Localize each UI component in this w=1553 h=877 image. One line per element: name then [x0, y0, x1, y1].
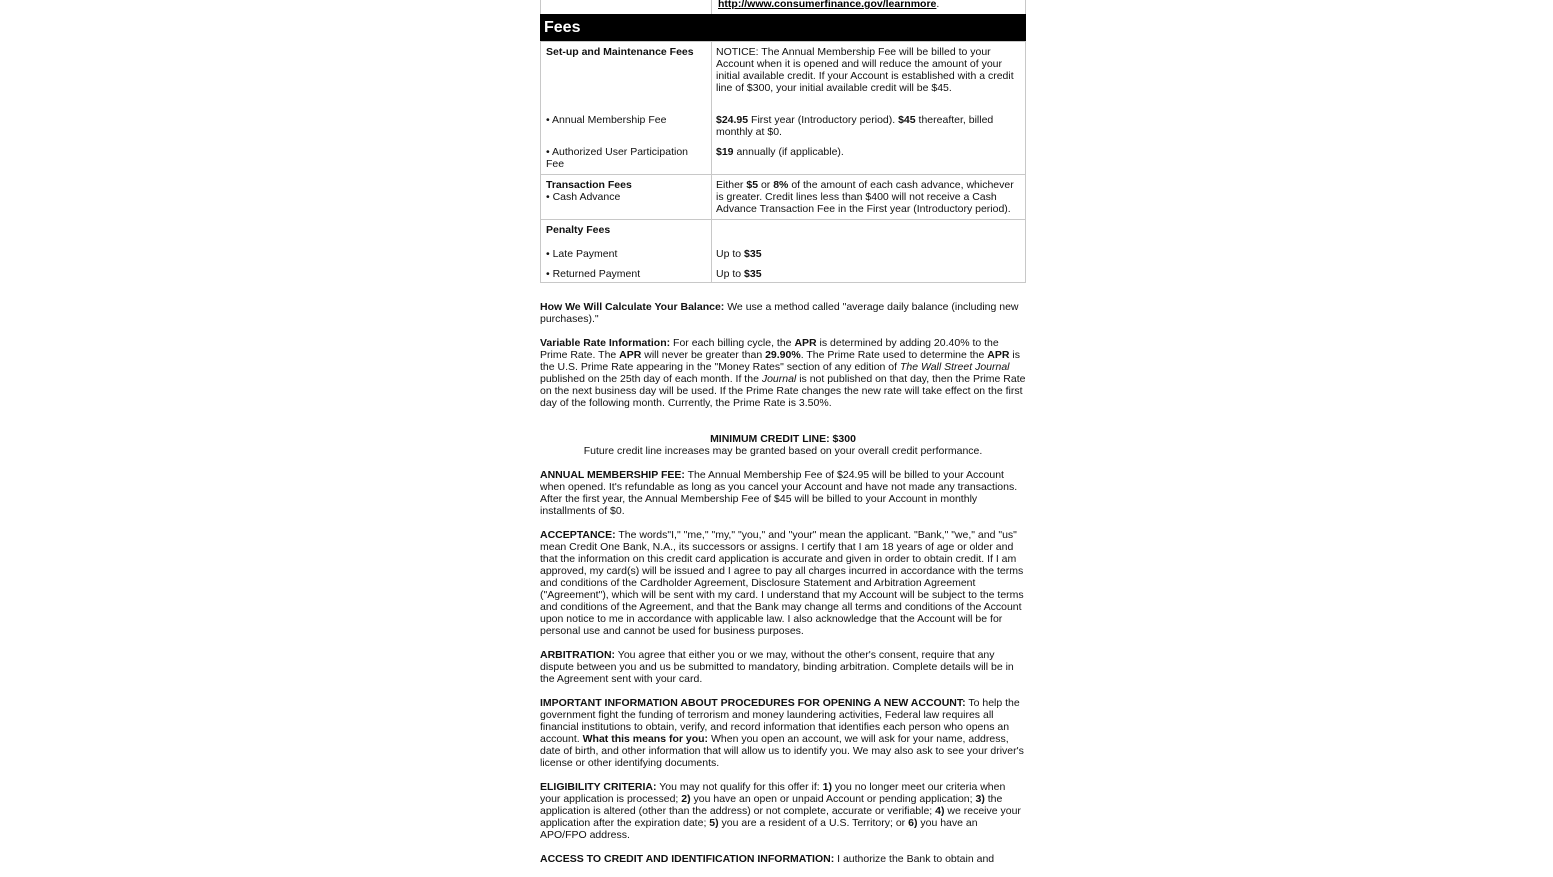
- cash-advance-value: [712, 175, 1025, 219]
- setup-notice: NOTICE: The Annual Membership Fee will be billed to your Account when it is opened and will reduce the amount of your initial available credit. If your Account is established with a credit line of $300, your initial available credit will be $45.: [716, 46, 1014, 94]
- eligibility-number-6: 6): [908, 817, 918, 829]
- variable-rate-text-3: will never be greater than: [641, 349, 766, 361]
- variable-rate-apr-3: APR: [987, 349, 1010, 361]
- setup-fees-label: Set-up and Maintenance Fees: [546, 46, 694, 58]
- variable-rate-text-1: For each billing cycle, the: [670, 337, 795, 349]
- returned-payment-amount: $35: [744, 268, 762, 280]
- late-payment-label: • Late Payment: [546, 248, 618, 260]
- setup-fees-value-cell: [712, 42, 1026, 175]
- eligibility-number-4: 4): [935, 805, 945, 817]
- returned-payment-value: [716, 268, 1021, 280]
- late-payment-value: [716, 248, 1021, 260]
- annual-membership-fee-heading: ANNUAL MEMBERSHIP FEE:: [540, 469, 685, 481]
- eligibility-text-6: you have an APO/FPO address.: [540, 817, 978, 841]
- important-information-heading: IMPORTANT INFORMATION ABOUT PROCEDURES FOR OPENING A NEW ACCOUNT:: [540, 697, 966, 709]
- variable-rate-apr-1: APR: [794, 337, 817, 349]
- authorized-user-fee-value: [716, 146, 1021, 174]
- access-credit-paragraph: [540, 853, 1026, 865]
- variable-rate-paragraph: [540, 337, 1026, 409]
- eligibility-criteria-paragraph: [540, 781, 1026, 841]
- variable-rate-heading: Variable Rate Information:: [540, 337, 671, 349]
- returned-payment-prefix: Up to: [716, 268, 745, 280]
- link-row: [540, 0, 1026, 14]
- cash-advance-text-1: Either: [716, 179, 747, 191]
- arbitration-heading: ARBITRATION:: [540, 649, 616, 661]
- transaction-fees-label: Transaction Fees: [546, 179, 632, 191]
- setup-fees-row: [541, 42, 1026, 175]
- important-information-text-2: When you open an account, we will ask for your name, address, date of birth, and other information that will allow us to identify you. We may also ask to see your driver's license or other identifying documents.: [540, 733, 1024, 769]
- annual-fee-text-1: First year (Introductory period).: [748, 114, 899, 126]
- minimum-credit-line-heading: MINIMUM CREDIT LINE: $300: [710, 433, 856, 445]
- annual-fee-text-2: thereafter, billed monthly at $0.: [716, 114, 994, 138]
- transaction-fees-row: [541, 175, 1026, 220]
- link-row-value-cell: [712, 0, 1025, 14]
- variable-rate-text-2: is determined by adding 20.40% to the Prime Rate. The: [540, 337, 999, 361]
- variable-rate-journal: Journal: [761, 373, 797, 385]
- annual-fee-label: • Annual Membership Fee: [546, 114, 667, 126]
- terms-body: [540, 301, 1026, 865]
- cash-advance-amount-flat: $5: [746, 179, 759, 191]
- important-information-text-1: To help the government fight the funding of terrorism and money laundering activities, Federal law requires all financial institutions to obtain, verify, and record information that identifies each person who opens an account.: [540, 697, 1020, 745]
- eligibility-text-4: we receive your application after the expiration date;: [540, 805, 1021, 829]
- balance-calculation-paragraph: [540, 301, 1026, 325]
- transaction-fees-label-cell: [541, 175, 712, 220]
- annual-membership-fee-text: The Annual Membership Fee of $24.95 will be billed to your Account when opened. It's refundable as long as you cancel your Account and have not made any transactions. After the first year, the Annual Membership Fee of $45 will be billed to your Account in monthly installments of $0.: [540, 469, 1018, 517]
- consumer-finance-link[interactable]: http://www.consumerfinance.gov/learnmore: [718, 0, 937, 10]
- arbitration-paragraph: [540, 649, 1026, 685]
- annual-fee-amount-first-year: $24.95: [716, 114, 749, 126]
- setup-fees-label-cell: [541, 42, 712, 175]
- variable-rate-apr-2: APR: [619, 349, 642, 361]
- eligibility-criteria-heading: ELIGIBILITY CRITERIA:: [540, 781, 657, 793]
- eligibility-text-2: you have an open or unpaid Account or pending application;: [690, 793, 976, 805]
- penalty-fees-row: [541, 220, 1026, 283]
- link-period: .: [936, 0, 940, 10]
- eligibility-text-3: the application is altered (other than the address) or not complete, accurate or verifiable;: [540, 793, 1003, 817]
- link-row-label-cell: [541, 0, 712, 14]
- eligibility-number-3: 3): [975, 793, 985, 805]
- cash-advance-text-3: of the amount of each cash advance, whichever is greater. Credit lines less than $400 will not receive a Cash Advance Transaction Fee in the First year (Introductory period).: [716, 179, 1014, 215]
- variable-rate-text-6: published on the 25th day of each month. If the: [540, 373, 762, 385]
- minimum-credit-line-text: Future credit line increases may be granted based on your overall credit performance.: [583, 445, 983, 457]
- access-credit-text: I authorize the Bank to obtain and: [834, 853, 995, 865]
- authorized-user-fee-amount: $19: [716, 146, 734, 158]
- balance-calculation-text: We use a method called "average daily balance (including new purchases).": [540, 301, 1019, 325]
- variable-rate-max: 29.90%: [765, 349, 801, 361]
- variable-rate-text-7: is not published on that day, then the Prime Rate on the next business day will be used. If the Prime Rate changes the new rate will take effect on the first day of the following month. Currently, the Prime Rate is 3.50%.: [540, 373, 1026, 409]
- penalty-fees-label: Penalty Fees: [546, 224, 611, 236]
- eligibility-text-5: you are a resident of a U.S. Territory; or: [718, 817, 909, 829]
- minimum-credit-line-block: [540, 433, 1026, 457]
- important-information-paragraph: [540, 697, 1026, 769]
- fees-table: [540, 41, 1026, 283]
- late-payment-amount: $35: [744, 248, 762, 260]
- variable-rate-text-4: . The Prime Rate used to determine the: [800, 349, 988, 361]
- acceptance-paragraph: [540, 529, 1026, 637]
- acceptance-heading: ACCEPTANCE:: [540, 529, 616, 541]
- eligibility-number-5: 5): [709, 817, 719, 829]
- eligibility-text-0: You may not qualify for this offer if:: [656, 781, 823, 793]
- eligibility-text-1: you no longer meet our criteria when your application is processed;: [540, 781, 1006, 805]
- cash-advance-text-2: or: [758, 179, 774, 191]
- eligibility-number-1: 1): [822, 781, 832, 793]
- access-credit-heading: ACCESS TO CREDIT AND IDENTIFICATION INFORMATION:: [540, 853, 835, 865]
- annual-fee-value: [716, 114, 1021, 138]
- authorized-user-fee-text: annually (if applicable).: [733, 146, 844, 158]
- penalty-fees-label-cell: [541, 220, 712, 283]
- acceptance-text: The words"I," "me," "my," "you," and "your" mean the applicant. "Bank," "we," and "us" mean Credit One Bank, N.A., its successors or assigns. I certify that I am 18 years of age or older and that the information on this credit card application is accurate and given in order to obtain credit. If I am approved, my card(s) will be issued and I agree to pay all charges incurred in accordance with the terms and conditions of the Cardholder Agreement, Disclosure Statement and Arbitration Agreement ("Agreement"), which will be sent with my card. I understand that my Account will be subject to the terms and conditions of the Agreement, and that the Bank may change all terms and conditions of the Account upon notice to me in accordance with applicable law. I also acknowledge that the Account will be for personal use and cannot be used for business purposes.: [540, 529, 1024, 637]
- late-payment-prefix: Up to: [716, 248, 745, 260]
- balance-calculation-heading: How We Will Calculate Your Balance:: [540, 301, 725, 313]
- eligibility-number-2: 2): [681, 793, 691, 805]
- fees-section-header: Fees: [540, 14, 1026, 41]
- disclosure-document: [540, 0, 1026, 877]
- returned-payment-label: • Returned Payment: [546, 268, 641, 280]
- cash-advance-label: • Cash Advance: [546, 191, 621, 203]
- annual-fee-amount-thereafter: $45: [898, 114, 916, 126]
- arbitration-text: You agree that either you or we may, without the other's consent, require that any dispute between you and us be submitted to mandatory, binding arbitration. Complete details will be in the Agreement sent with your card.: [540, 649, 1014, 685]
- penalty-fees-value-cell: [712, 220, 1026, 283]
- transaction-fees-value-cell: [712, 175, 1026, 220]
- important-information-what-this-means: What this means for you:: [582, 733, 709, 745]
- annual-membership-fee-paragraph: [540, 469, 1026, 517]
- variable-rate-wsj: The Wall Street Journal: [899, 361, 1010, 373]
- authorized-user-fee-label: • Authorized User Participation Fee: [546, 146, 688, 170]
- variable-rate-text-5: is the U.S. Prime Rate appearing in the "Money Rates" section of any edition of: [540, 349, 1020, 373]
- cash-advance-amount-percent: 8%: [773, 179, 789, 191]
